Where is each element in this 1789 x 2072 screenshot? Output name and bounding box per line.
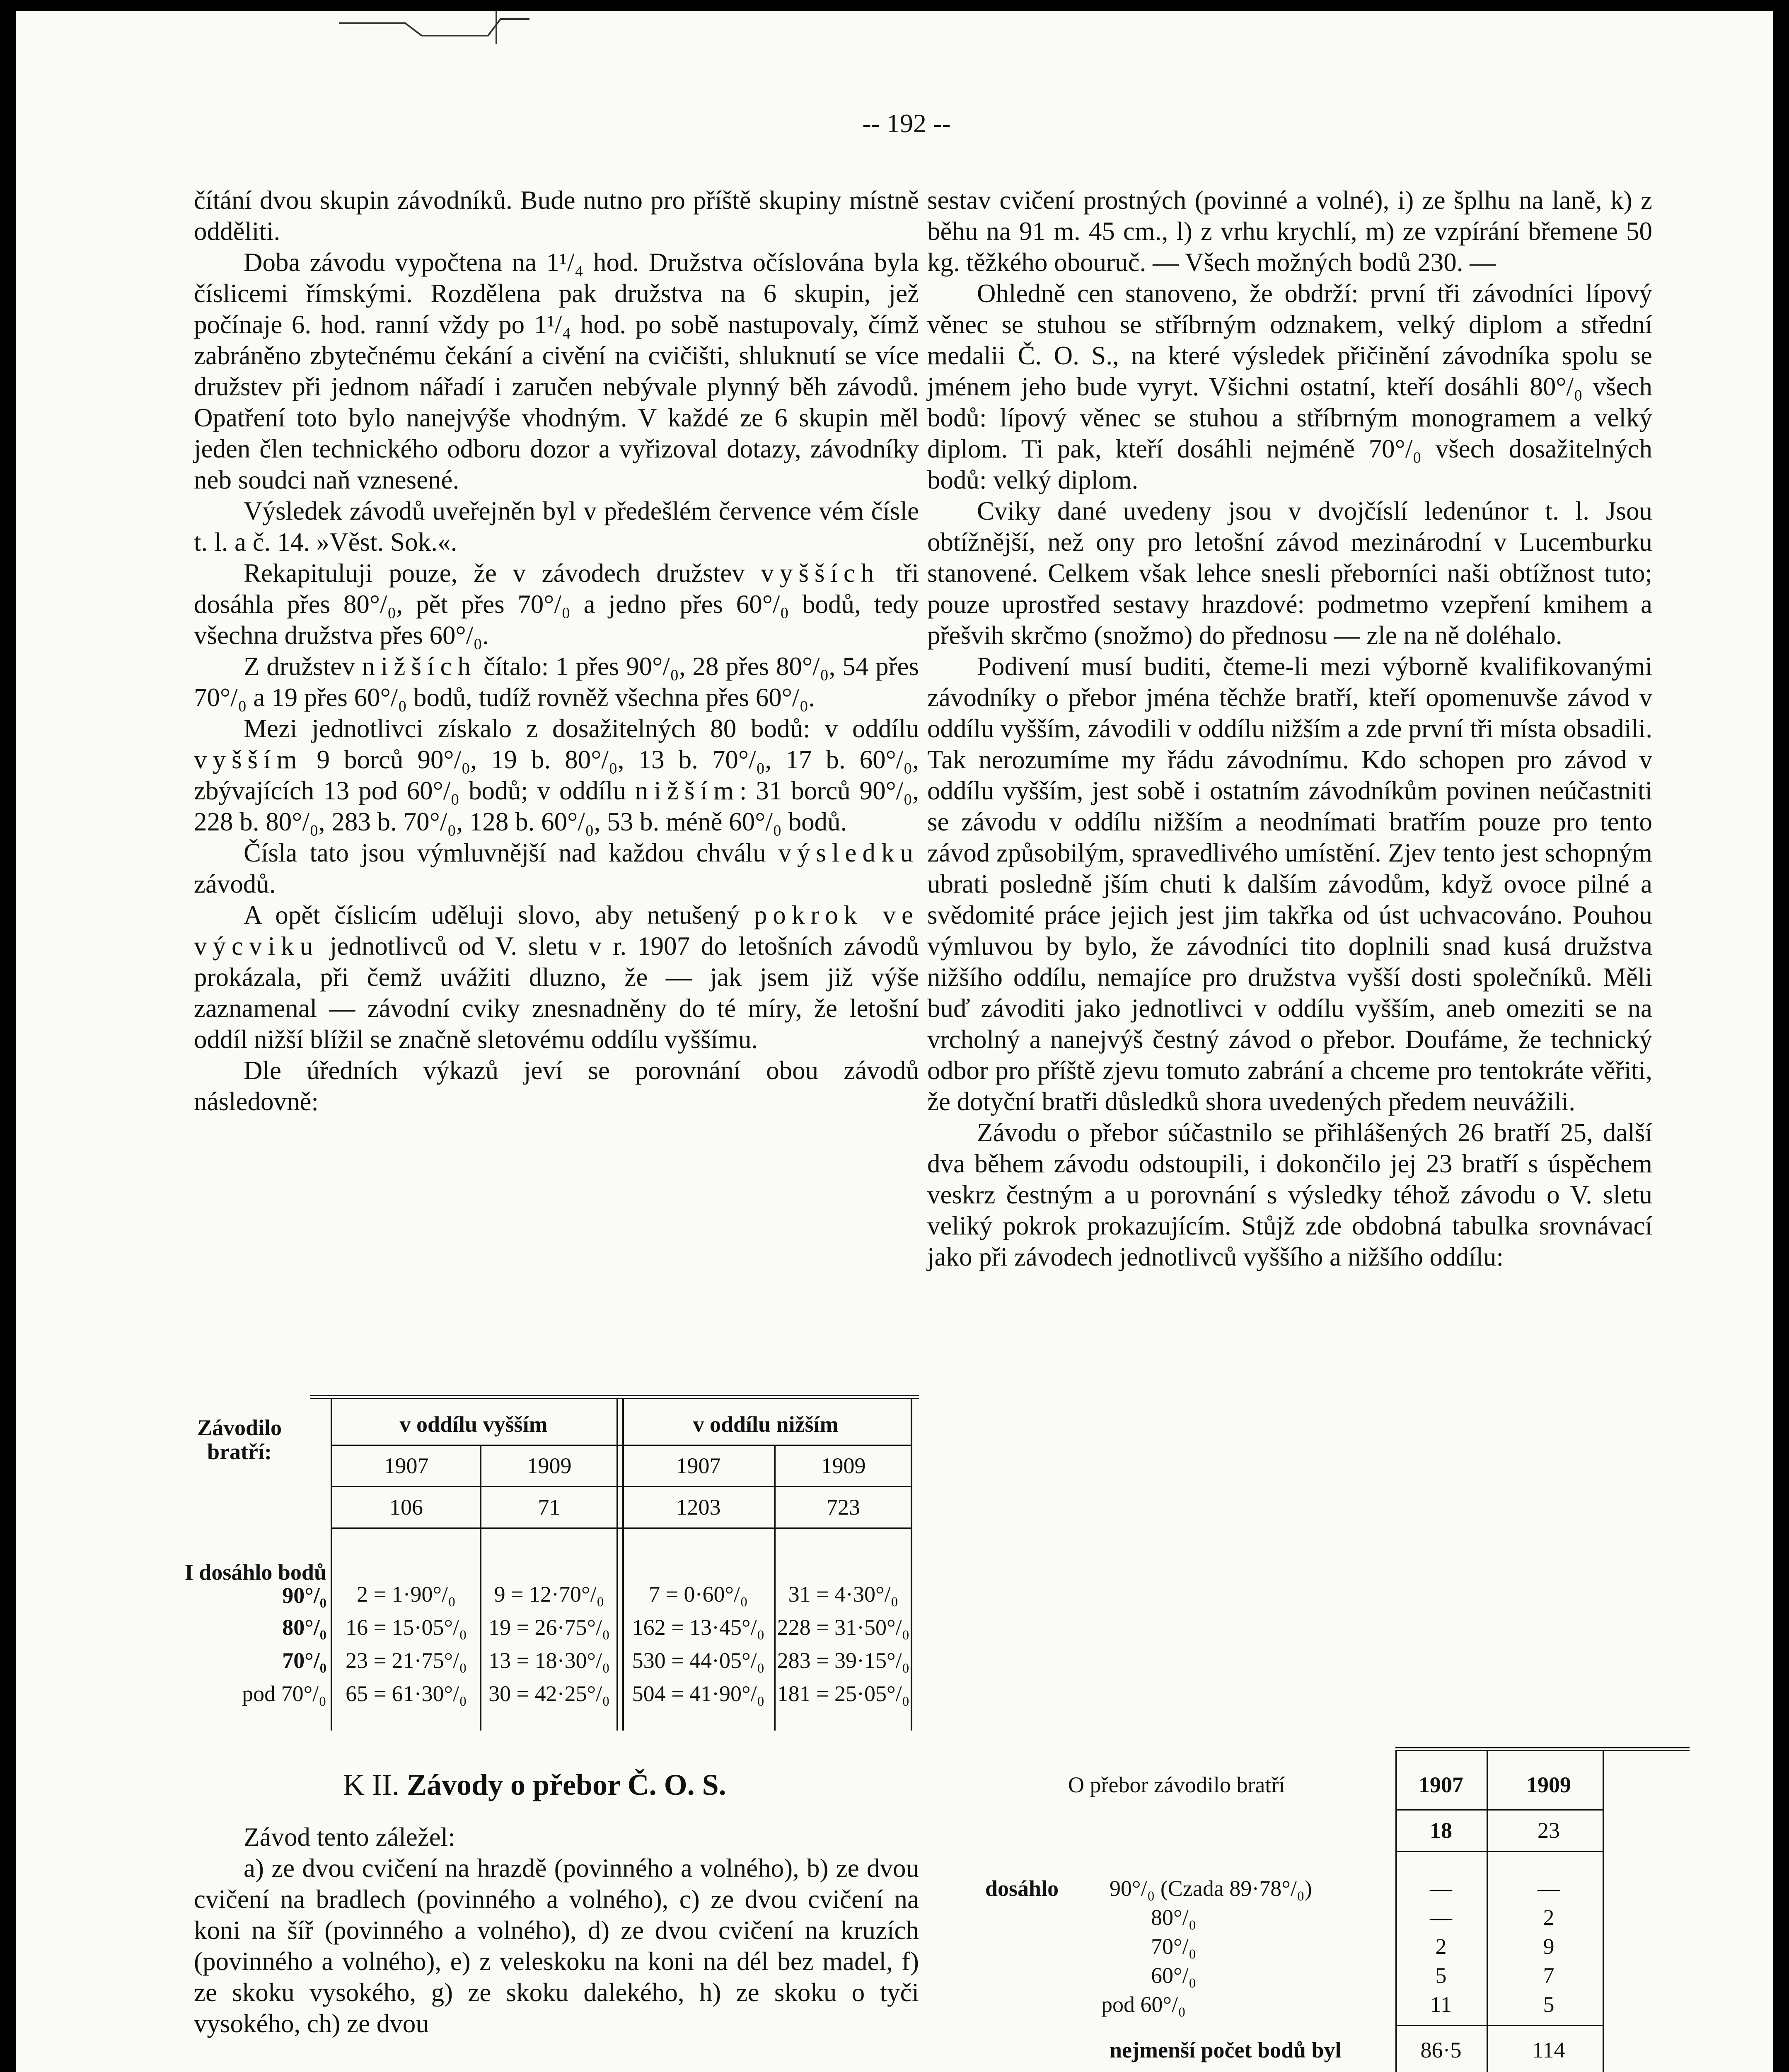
- data-cell: 23 = 21·75°/₀: [346, 1648, 467, 1673]
- row-label: 70°/₀: [1151, 1934, 1197, 1959]
- championship-table: [985, 1747, 1690, 2072]
- paragraph: Doba závodu vypočtena na 1¹/₄ hod. Družstva očíslována byla číslicemi římskými. Rozdělena pak družstva na 6 skupin, jež počínaje 6. hod. ranní vždy po 1¹/₄ hod. po sobě nastupovaly, čímž zabráněno zbytečnému čekání a civění na cvičišti, shluknutí se více družstev při jednom nářadí i zaručen nebývale plynný běh závodů. Opatření toto bylo nanejvýše vhodným. V každé ze 6 skupin měl jeden člen technického odboru dozor a vyřizoval dotazy, závodníky neb soudci naň vznesené.: [194, 248, 919, 494]
- table-rule: [1395, 2025, 1603, 2026]
- paragraph: Výsledek závodů uveřejněn byl v předešlém července vém čísle t. l. a č. 14. »Věst. Sok.«.: [194, 496, 919, 557]
- data-cell: 162 = 13·45°/₀: [632, 1615, 765, 1640]
- data-cell: 2 = 1·90°/₀: [357, 1582, 456, 1607]
- table-rule: [331, 1486, 911, 1487]
- row-label: I dosáhlo bodů 90°/₀: [184, 1560, 326, 1608]
- paragraph: Mezi jednotlivci získalo z dosažitelných 80 bodů: v oddílu vyšším 9 borců 90°/₀, 19 b. 80°/₀, 13 b. 70°/₀, 17 b. 60°/₀, zbývajících 13 pod 60°/₀ bodů; v oddílu nižším: 31 borců 90°/₀, 228 b. 80°/₀, 283 b. 70°/₀, 128 b. 60°/₀, 53 b. méně 60°/₀ bodů.: [194, 714, 919, 836]
- value-cell: 2: [1435, 1934, 1447, 1959]
- page-number: -- 192 --: [862, 109, 951, 138]
- paragraph: Cviky dané uvedeny jsou v dvojčíslí ledenúnor t. l. Jsou obtížnější, než ony pro letošní závod mezinárodní v Lucemburku stanovené. Celkem však lehce snesli přeborníci naši obtížnost tuto; pouze uprostřed sestavy hrazdové: podmetmo vzepření kmihem a přešvih skrčmo (snožmo) do přednosu — zle na ně doléhalo.: [927, 496, 1652, 650]
- table-rule: [480, 1445, 481, 1731]
- data-cell: 504 = 41·90°/₀: [632, 1681, 765, 1706]
- count-cell: 18: [1430, 1818, 1452, 1843]
- year-cell: 1909: [527, 1453, 572, 1478]
- min-value-cell: 86·5: [1420, 2038, 1462, 2062]
- table-rule: [331, 1399, 332, 1731]
- value-cell: —: [1430, 1876, 1452, 1901]
- row-label: pod 60°/₀: [1101, 1992, 1186, 2017]
- section-heading: K II. Závody o přebor Č. O. S.: [343, 1768, 726, 1801]
- year-cell: 1909: [821, 1453, 866, 1478]
- table-rule: [1487, 1751, 1488, 2072]
- paragraph: Z družstev nižších čítalo: 1 přes 90°/₀, 28 přes 80°/₀, 54 přes 70°/₀ a 19 přes 60°/₀ bodů, tudíž rovněž všechna přes 60°/₀.: [194, 652, 919, 712]
- count-cell: 23: [1538, 1818, 1560, 1843]
- paragraph: sestav cvičení prostných (povinné a volné), i) ze šplhu na laně, k) z běhu na 91 m. 45 cm., l) z vrhu krychlí, m) ze vzpírání břemene 50 kg. těžkého obouruč. — Všech možných bodů 230. —: [927, 186, 1652, 277]
- data-cell: 228 = 31·50°/₀: [777, 1615, 910, 1640]
- count-cell: 1203: [676, 1495, 721, 1520]
- spaced-word: pokrok ve výcviku: [194, 900, 919, 961]
- value-cell: 2: [1543, 1905, 1554, 1930]
- data-cell: 9 = 12·70°/₀: [494, 1582, 604, 1607]
- spaced-word: nižším: [635, 776, 740, 805]
- table-rule: [331, 1445, 911, 1446]
- bottom-left-text: [194, 1822, 919, 2039]
- top-edge-mark: [339, 11, 529, 48]
- data-cell: 7 = 0·60°/₀: [649, 1582, 748, 1607]
- row-label: 60°/₀: [1151, 1963, 1197, 1988]
- table-top-rule: [310, 1395, 919, 1399]
- spaced-word: vyšším: [194, 745, 303, 774]
- header-label: O přebor závodilo bratří: [1068, 1772, 1285, 1797]
- paragraph: A opět číslicím uděluji slovo, aby netušený pokrok ve výcviku jednotlivců od V. sletu v r. 1907 do letošních závodů prokázala, při čemž uvážiti dluzno, že — jak jsem již výše zaznamenal — závodní cviky znesnadněny do té míry, že letošní oddíl nižší blížil se značně sletovému oddílu vyššímu.: [194, 900, 919, 1054]
- data-cell: 31 = 4·30°/₀: [788, 1582, 899, 1607]
- data-cell: 13 = 18·30°/₀: [488, 1648, 610, 1673]
- table-rule: [774, 1445, 776, 1731]
- corner-label: Závodilo bratří:: [197, 1415, 282, 1464]
- min-points-label: nejmenší počet bodů byl: [1110, 2038, 1342, 2062]
- year-cell: 1909: [1526, 1772, 1571, 1797]
- left-column: [194, 185, 919, 1117]
- table-rule: [1395, 1809, 1603, 1811]
- row-label: 90°/₀ (Czada 89·78°/₀): [1110, 1876, 1312, 1901]
- paragraph: Podivení musí buditi, čteme-li mezi výborně kvalifikovanými závodníky o přebor jména těchže bratří, kteří opomenuvše závod v oddílu vyšším, závodili v oddílu nižším a zde první tři místa obsadili. Tak nerozumíme my řádu závodnímu. Kdo schopen pro závod v oddílu vyšším, jest sobě i ostatním závodníkům povinen neúčastniti se závodu v oddílu nižším a neodnímati bratřím pouze pro tento závod způsobilým, spravedlivého umístění. Zjev tento jest schopným ubrati posledně jším chuti k dalším závodům, když ovoce pilné a svědomité práce jejich jest jim takřka od úst uchvacováno. Pouhou výmluvou by bylo, že závodníci tito doplnili snad kusá družstva nižšího oddílu, nemajíce pro družstva vyšší dosti společníků. Měli buď závoditi jako jednotlivci v oddílu vyšším, aneb omeziti se na vrcholný a nanejvýš čestný závod o přebor. Doufáme, že technický odbor pro příště zjevu tomuto zabrání a chceme pro tentokráte věřiti, že dotyční bratři důsledků shora uvedených předem neuvážili.: [927, 652, 1652, 1116]
- group-header-low: v oddílu nižším: [693, 1412, 839, 1437]
- row-label: pod 70°/₀: [242, 1681, 326, 1706]
- spaced-word: vyšších: [761, 559, 880, 588]
- table-rule: [1603, 1751, 1604, 2072]
- paragraph: Dle úředních výkazů jeví se porovnání obou závodů následovně:: [194, 1056, 919, 1116]
- value-cell: 5: [1543, 1992, 1554, 2017]
- group-label: dosáhlo: [985, 1876, 1059, 1901]
- year-cell: 1907: [676, 1453, 721, 1478]
- paragraph: Čísla tato jsou výmluvnější nad každou chválu výsledku závodů.: [194, 838, 919, 898]
- scanned-page: [16, 11, 1773, 2072]
- table-rule: [1395, 1751, 1397, 2072]
- data-cell: 30 = 42·25°/₀: [488, 1681, 610, 1706]
- count-cell: 723: [827, 1495, 860, 1520]
- paragraph: Ohledně cen stanoveno, že obdrží: první tři závodníci lípový věnec se stuhou se stříbrným odznakem, velký diplom a střední medalii Č. O. S., na které výsledek přičinění závodníka spolu se jménem jeho bude vyryt. Všichni ostatní, kteří dosáhli 80°/₀ všech bodů: lípový věnec se stuhou a stříbrným monogramem a velký diplom. Ti pak, kteří dosáhli nejméně 70°/₀ všech dosažitelných bodů: velký diplom.: [927, 279, 1652, 494]
- year-cell: 1907: [1419, 1772, 1463, 1797]
- paragraph: čítání dvou skupin závodníků. Bude nutno pro příště skupiny místně odděliti.: [194, 186, 919, 246]
- data-cell: 19 = 26·75°/₀: [488, 1615, 610, 1640]
- spaced-word: výsledku: [778, 838, 919, 867]
- group-header-high: v oddílu vyšším: [399, 1412, 548, 1437]
- value-cell: 5: [1435, 1963, 1447, 1988]
- value-cell: 7: [1543, 1963, 1554, 1988]
- value-cell: 11: [1430, 1992, 1452, 2017]
- data-cell: 65 = 61·30°/₀: [346, 1681, 467, 1706]
- paragraph: Závod tento záležel:: [244, 1823, 455, 1852]
- comparison-table: [173, 1395, 919, 1731]
- spaced-word: nižších: [362, 652, 476, 681]
- value-cell: 9: [1543, 1934, 1554, 1959]
- paragraph: a) ze dvou cvičení na hrazdě (povinného a volného), b) ze dvou cvičení na bradlech (povinného a volného), c) ze dvou cvičení na koni na šíř (povinného a volného), d) ze dvou cvičení na kruzích (povinného a volného), e) z veleskoku na koni na dél bez madel, f) ze skoku vysokého, g) ze skoku dalekého, h) ze skoku o tyči vysokého, ch) ze dvou: [194, 1854, 919, 2038]
- table-rule: [1395, 1851, 1603, 1852]
- row-label: 80°/₀: [282, 1615, 326, 1640]
- data-cell: 16 = 15·05°/₀: [346, 1615, 467, 1640]
- paragraph: Rekapituluji pouze, že v závodech družstev vyšších tři dosáhla přes 80°/₀, pět přes 70°/₀ a jedno přes 60°/₀ bodů, tedy všechna družstva přes 60°/₀.: [194, 559, 919, 650]
- table-rule: [911, 1399, 912, 1731]
- table-top-rule: [1395, 1747, 1690, 1751]
- data-cell: 181 = 25·05°/₀: [777, 1681, 910, 1706]
- table-rule: [331, 1527, 911, 1529]
- value-cell: —: [1538, 1876, 1560, 1901]
- data-cell: 530 = 44·05°/₀: [632, 1648, 765, 1673]
- right-column: [927, 185, 1652, 1273]
- paragraph: Závodu o přebor súčastnilo se přihlášených 26 bratří 25, další dva během závodu odstoupili, i dokončilo jej 23 bratří s úspěchem veskrz čestným a u porovnání s výsledky téhož závodu o V. sletu veliký pokrok prokazujícím. Stůjž zde obdobná tabulka srovnávací jako při závodech jednotlivců vyššího a nižšího oddílu:: [927, 1118, 1652, 1271]
- row-label: 70°/₀: [282, 1648, 326, 1673]
- count-cell: 106: [389, 1495, 423, 1520]
- count-cell: 71: [538, 1495, 561, 1520]
- min-value-cell: 114: [1532, 2038, 1565, 2062]
- value-cell: —: [1430, 1905, 1452, 1930]
- year-cell: 1907: [384, 1453, 429, 1478]
- row-label: 80°/₀: [1151, 1905, 1197, 1930]
- data-cell: 283 = 39·15°/₀: [777, 1648, 910, 1673]
